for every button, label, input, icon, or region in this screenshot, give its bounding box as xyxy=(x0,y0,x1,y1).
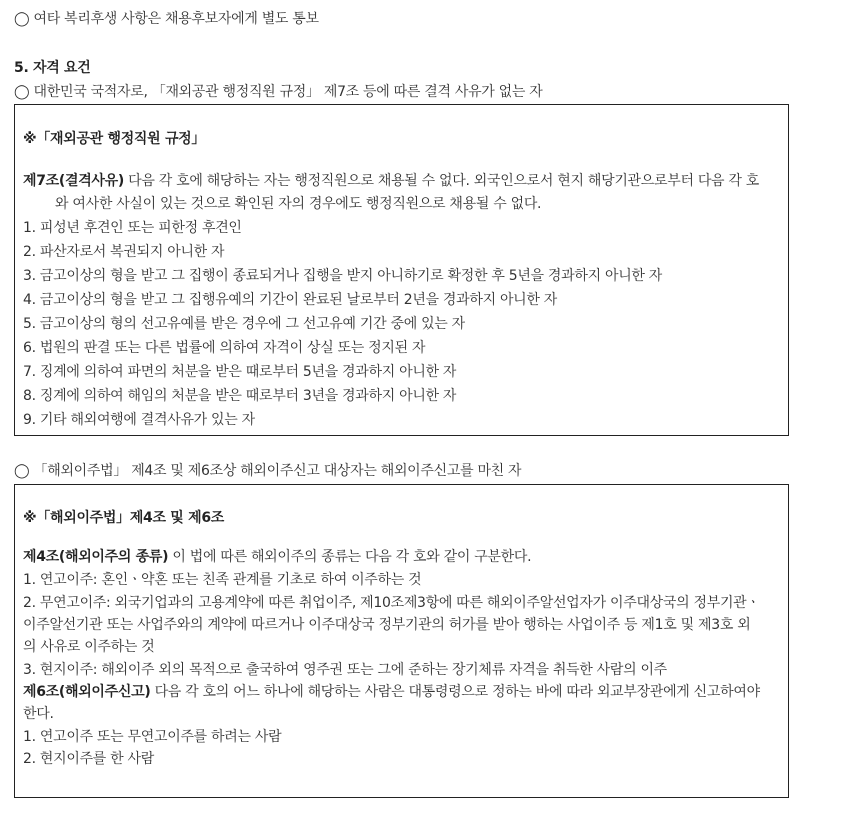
requirement-nationality: ◯ 대한민국 국적자로, 「재외공관 행정직원 규정」 제7조 등에 따른 결격 사유가 없는 자 xyxy=(14,84,543,100)
article4-line: 의 사유로 이주하는 것 xyxy=(23,639,155,655)
article7-intro xyxy=(23,171,759,191)
article7-label: 제7조(결격사유) xyxy=(23,173,124,189)
article7-item: 5. 금고이상의 형의 선고유예를 받은 경우에 그 선고유예 기간 중에 있는 자 xyxy=(23,316,465,332)
regulation-box xyxy=(14,104,789,436)
article4-label: 제4조(해외이주의 종류) xyxy=(23,549,169,565)
article4-line: 2. 무연고이주: 외국기업과의 고용계약에 따른 취업이주, 제10조제3항에 따른 해외이주알선업자가 이주대상국의 정부기관ㆍ xyxy=(23,595,760,611)
article6-continued: 한다. xyxy=(23,706,54,722)
benefits-note: ◯ 여타 복리후생 사항은 채용후보자에게 별도 통보 xyxy=(14,11,319,27)
regulation-box-title: ※「재외공관 행정직원 규정」 xyxy=(23,131,206,147)
section-heading: 5. 자격 요건 xyxy=(14,60,91,76)
emigration-law-box xyxy=(14,484,789,798)
article7-item: 6. 법원의 판결 또는 다른 법률에 의하여 자격이 상실 또는 정지된 자 xyxy=(23,340,426,356)
article4-line: 3. 현지이주: 해외이주 외의 목적으로 출국하여 영주권 또는 그에 준하는 장기체류 자격을 취득한 사람의 이주 xyxy=(23,662,667,678)
article7-item: 8. 징계에 의하여 해임의 처분을 받은 때로부터 3년을 경과하지 아니한 자 xyxy=(23,388,457,404)
article6-label: 제6조(해외이주신고) xyxy=(23,684,151,700)
article4-text: 이 법에 따른 해외이주의 종류는 다음 각 호와 같이 구분한다. xyxy=(168,549,532,565)
article4-line: 1. 연고이주: 혼인ㆍ약혼 또는 친족 관계를 기초로 하여 이주하는 것 xyxy=(23,572,422,588)
article4-intro xyxy=(23,547,531,567)
article7-item: 2. 파산자로서 복권되지 아니한 자 xyxy=(23,244,225,260)
article6-text: 다음 각 호의 어느 하나에 해당하는 사람은 대통령령으로 정하는 바에 따라 외교부장관에게 신고하여야 xyxy=(150,684,760,700)
article7-item: 4. 금고이상의 형을 받고 그 집행유예의 기간이 완료된 날로부터 2년을 경과하지 아니한 자 xyxy=(23,292,558,308)
article4-line: 이주알선기관 또는 사업주와의 계약에 따르거나 이주대상국 정부기관의 허가를 받아 행하는 사업이주 등 제1호 및 제3호 외 xyxy=(23,617,751,633)
article7-item: 7. 징계에 의하여 파면의 처분을 받은 때로부터 5년을 경과하지 아니한 자 xyxy=(23,364,457,380)
article7-item: 3. 금고이상의 형을 받고 그 집행이 종료되거나 집행을 받지 아니하기로 확정한 후 5년을 경과하지 아니한 자 xyxy=(23,268,663,284)
article7-item: 9. 기타 해외여행에 결격사유가 있는 자 xyxy=(23,412,255,428)
article7-text: 다음 각 호에 해당하는 자는 행정직원으로 채용될 수 없다. 외국인으로서 현지 해당기관으로부터 다음 각 호 xyxy=(123,173,760,189)
article6-line: 1. 연고이주 또는 무연고이주를 하려는 사람 xyxy=(23,729,282,745)
article6-intro xyxy=(23,682,760,702)
article7-continued: 와 여사한 사실이 있는 것으로 확인된 자의 경우에도 행정직원으로 채용될 수 없다. xyxy=(55,196,542,212)
article7-item: 1. 피성년 후견인 또는 피한정 후견인 xyxy=(23,220,242,236)
emigration-box-title: ※「해외이주법」제4조 및 제6조 xyxy=(23,510,224,526)
article6-line: 2. 현지이주를 한 사람 xyxy=(23,751,154,767)
requirement-emigration: ◯ 「해외이주법」 제4조 및 제6조상 해외이주신고 대상자는 해외이주신고를 마친 자 xyxy=(14,463,522,479)
